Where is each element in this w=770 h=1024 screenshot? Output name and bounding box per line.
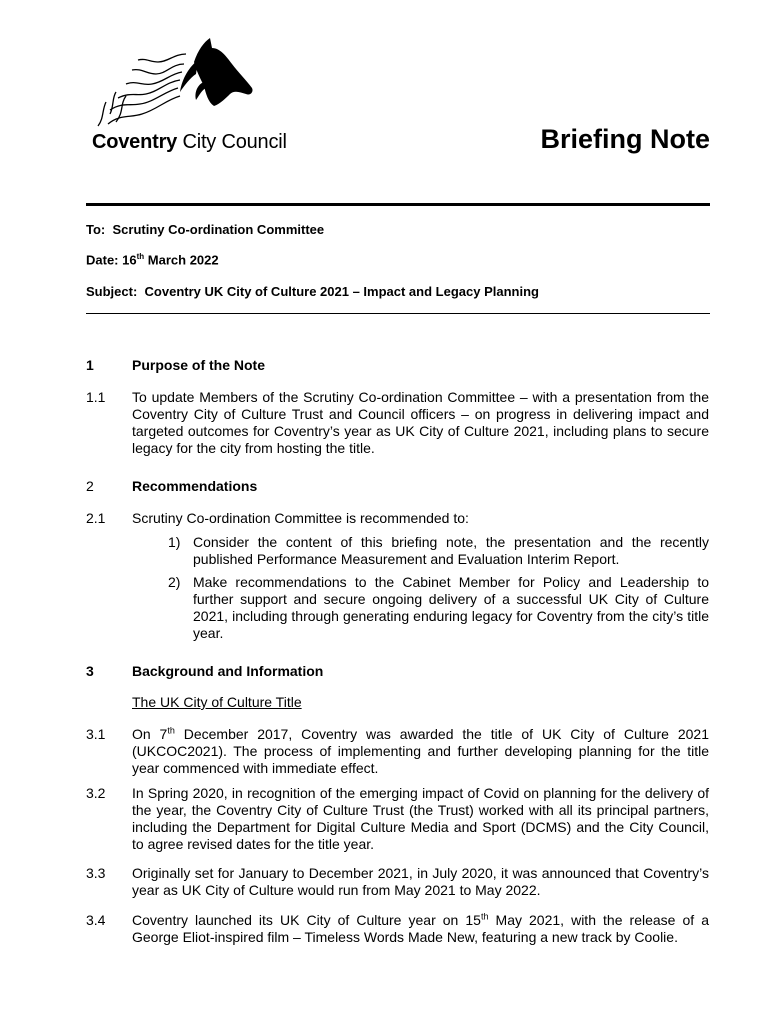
paragraph-number: 3.4 <box>86 912 106 928</box>
paragraph-text: Coventry launched its UK City of Culture year on 15 <box>132 912 481 928</box>
paragraph <box>132 912 709 946</box>
section-number: 1 <box>86 357 94 373</box>
paragraph-number: 3.2 <box>86 785 106 801</box>
ordinal-suffix: th <box>167 725 175 736</box>
date-line <box>86 252 219 267</box>
page-title: Briefing Note <box>540 124 710 154</box>
list-item: Make recommendations to the Cabinet Member for Policy and Leadership to further support and secure ongoing delivery of a successful UK City of Culture 2021, including through generating enduring legacy for Coventry from the city’s title year. <box>193 574 709 641</box>
to-line <box>86 222 324 237</box>
coventry-horse-logo-icon <box>86 34 266 134</box>
council-name-word1: Coventry <box>92 131 178 153</box>
section-heading: Recommendations <box>132 478 258 494</box>
paragraph-text: On 7 <box>132 726 168 742</box>
ordinal-suffix: th <box>480 911 489 922</box>
meta-divider <box>86 313 710 314</box>
list-item-number: 2) <box>168 574 181 590</box>
subject-line <box>86 284 539 299</box>
subject-value: Coventry UK City of Culture 2021 – Impact and Legacy Planning <box>144 284 539 299</box>
council-name <box>92 131 287 154</box>
list-item-number: 1) <box>168 534 181 550</box>
date-suffix: th <box>136 252 145 261</box>
header-divider <box>86 203 710 206</box>
paragraph-number: 2.1 <box>86 510 106 526</box>
paragraph-number: 3.3 <box>86 865 106 881</box>
subject-label: Subject: <box>86 284 138 299</box>
date-label: Date: <box>86 252 119 268</box>
section-heading: Background and Information <box>132 663 324 679</box>
section-heading: Purpose of the Note <box>132 357 266 373</box>
paragraph: Originally set for January to December 2021, in July 2020, it was announced that Coventry’s year as UK City of Culture would run from May 2021 to May 2022. <box>132 865 709 898</box>
to-value: Scrutiny Co-ordination Committee <box>112 222 325 237</box>
date-day: 16 <box>122 252 137 268</box>
paragraph-text: May 2021, with the release of a George Eliot-inspired film – Timeless Words Made New, featuring a new track by Coolie. <box>132 912 709 945</box>
paragraph-text: December 2017, Coventry was awarded the title of UK City of Culture 2021 (UKCOC2021). The process of implementing and further developing planning for the title year commenced with immediate effect. <box>132 726 709 776</box>
paragraph: In Spring 2020, in recognition of the emerging impact of Covid on planning for the delivery of the year, the Coventry City of Culture Trust (the Trust) worked with all its principal partners, including the Department for Digital Culture Media and Sport (DCMS) and the City Council, to agree revised dates for the title year. <box>132 785 709 852</box>
subheading: The UK City of Culture Title <box>132 694 302 710</box>
date-rest: March 2022 <box>147 252 219 268</box>
section-number: 3 <box>86 663 94 679</box>
council-name-rest: City Council <box>182 131 287 153</box>
paragraph: Scrutiny Co-ordination Committee is recommended to: <box>132 510 469 526</box>
paragraph-number: 1.1 <box>86 389 106 405</box>
paragraph <box>132 726 709 777</box>
section-number: 2 <box>86 478 94 494</box>
list-item: Consider the content of this briefing note, the presentation and the recently published Performance Measurement and Evaluation Interim Report. <box>193 534 709 567</box>
paragraph: To update Members of the Scrutiny Co-ordination Committee – with a presentation from the Coventry City of Culture Trust and Council officers – on progress in delivering impact and targeted outcomes for Coventry’s year as UK City of Culture 2021, including plans to secure legacy for the city from hosting the title. <box>132 389 709 456</box>
to-label: To: <box>86 222 106 237</box>
paragraph-number: 3.1 <box>86 726 106 742</box>
